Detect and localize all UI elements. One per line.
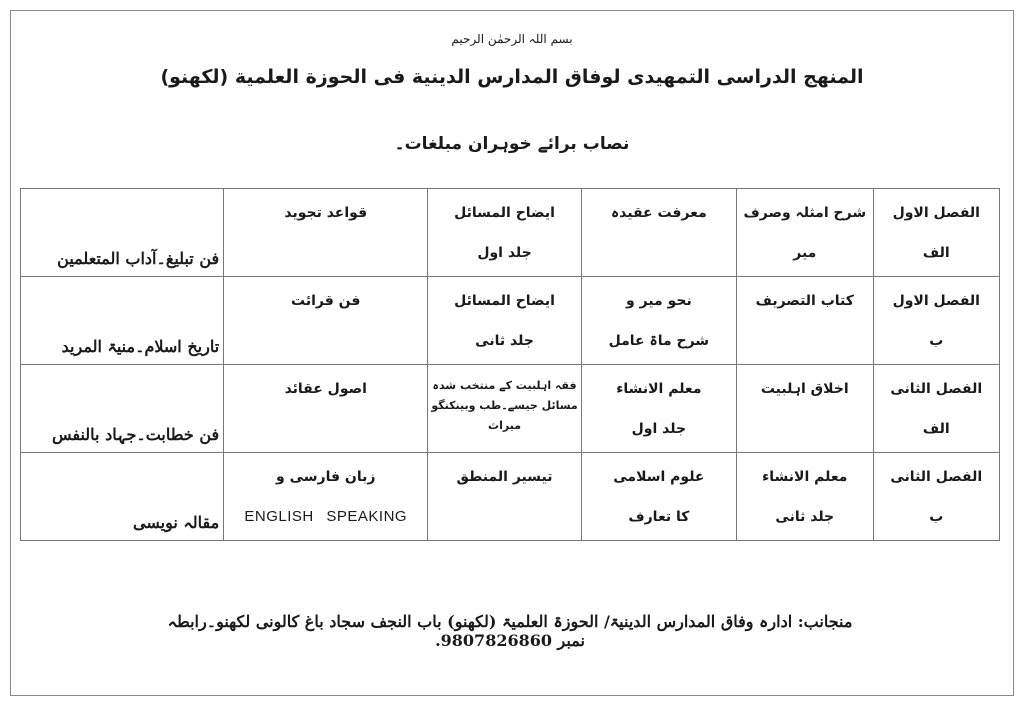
table-row — [21, 453, 1000, 541]
cell-line: مسائل جیسے۔طب وبینکنگو — [431, 399, 578, 412]
section-cell — [873, 189, 999, 277]
subject-cell — [581, 189, 736, 277]
cell-line: شرح ماۃ عامل — [608, 333, 710, 349]
cell-line: ب — [929, 333, 944, 349]
subject-cell — [428, 453, 581, 541]
section-cell — [873, 277, 999, 365]
cell-line: میر — [793, 245, 817, 261]
cell-line: الفصل الاول — [892, 205, 980, 221]
subject-cell — [581, 453, 736, 541]
cell-line: ایضاح المسائل — [454, 293, 555, 309]
cell-line: الفصل الاول — [892, 293, 980, 309]
cell-line: نحو میر و — [626, 293, 692, 309]
cell-line: تیسیر المنطق — [456, 469, 553, 485]
cell-line: اصول عقائد — [284, 381, 367, 397]
subject-cell — [581, 365, 736, 453]
table-row — [21, 189, 1000, 277]
subject-cell — [428, 189, 581, 277]
subject-cell — [737, 189, 874, 277]
cell-line: الفصل الثانی — [890, 469, 983, 485]
subject-cell — [224, 277, 428, 365]
extra-subject-cell: فن خطابت۔جہاد بالنفس — [21, 365, 224, 453]
extra-subject-cell: تاریخ اسلام۔منیۃ المرید — [21, 277, 224, 365]
cell-line: زبان فارسی و — [276, 469, 376, 485]
syllabus-table — [20, 188, 1000, 541]
cell-line: الفصل الثانی — [890, 381, 983, 397]
cell-line: فن قرائت — [291, 293, 361, 309]
cell-line: جلد ثانی — [475, 333, 534, 349]
cell-line: علوم اسلامی — [613, 469, 705, 485]
cell-line: ب — [929, 509, 944, 525]
cell-line: اخلاق اہلبیت — [760, 381, 849, 397]
subject-cell — [224, 189, 428, 277]
section-cell — [873, 365, 999, 453]
footer-contact: منجانب: ادارہ وفاق المدارس الدینیۃ/ الحوزۃ العلمیۃ (لکھنو) باب النجف سجاد باغ کالونی لکھنو۔رابطہ نمبر 9807826860. — [167, 612, 853, 650]
cell-line: معرفت عقیدہ — [610, 205, 707, 221]
cell-line: جلد ثانی — [775, 509, 835, 525]
extra-subject-cell: مقالہ نویسی — [21, 453, 224, 541]
table-row — [21, 277, 1000, 365]
subject-cell — [224, 453, 428, 541]
subject-cell — [737, 365, 874, 453]
cell-line: معلم الانشاء — [762, 469, 848, 485]
document-title: المنهج الدراسی التمهيدی لوفاق المدارس الدينية فی الحوزة العلمية (لکھنو) — [160, 66, 864, 88]
cell-line: کا تعارف — [628, 509, 690, 525]
subject-cell — [581, 277, 736, 365]
table-row — [21, 365, 1000, 453]
cell-line: قواعد تجوید — [284, 205, 368, 221]
cell-line: الف — [922, 421, 950, 437]
cell-line: معلم الانشاء — [616, 381, 702, 397]
section-cell — [873, 453, 999, 541]
extra-subject-cell: فن تبلیغ۔آداب المتعلمین — [21, 189, 224, 277]
cell-line: ENGLISH SPEAKING — [244, 508, 408, 525]
cell-line: شرح امثلہ وصرف — [743, 205, 867, 221]
document-subtitle: نصاب برائے خوہران مبلغات۔ — [394, 134, 630, 154]
cell-line: جلد اول — [477, 245, 532, 261]
subject-cell — [224, 365, 428, 453]
cell-line: میراث — [488, 419, 521, 432]
bismillah: بسم اللہ الرحمٰن الرحیم — [451, 32, 573, 46]
cell-line: فقہ اہلبیت کے منتخب شدہ — [432, 379, 577, 392]
subject-cell — [737, 453, 874, 541]
subject-cell — [428, 277, 581, 365]
cell-line: ایضاح المسائل — [454, 205, 555, 221]
cell-line: الف — [922, 245, 950, 261]
subject-cell — [428, 365, 581, 453]
cell-line: جلد اول — [631, 421, 687, 437]
subject-cell — [737, 277, 874, 365]
cell-line: کتاب التصریف — [755, 293, 854, 309]
